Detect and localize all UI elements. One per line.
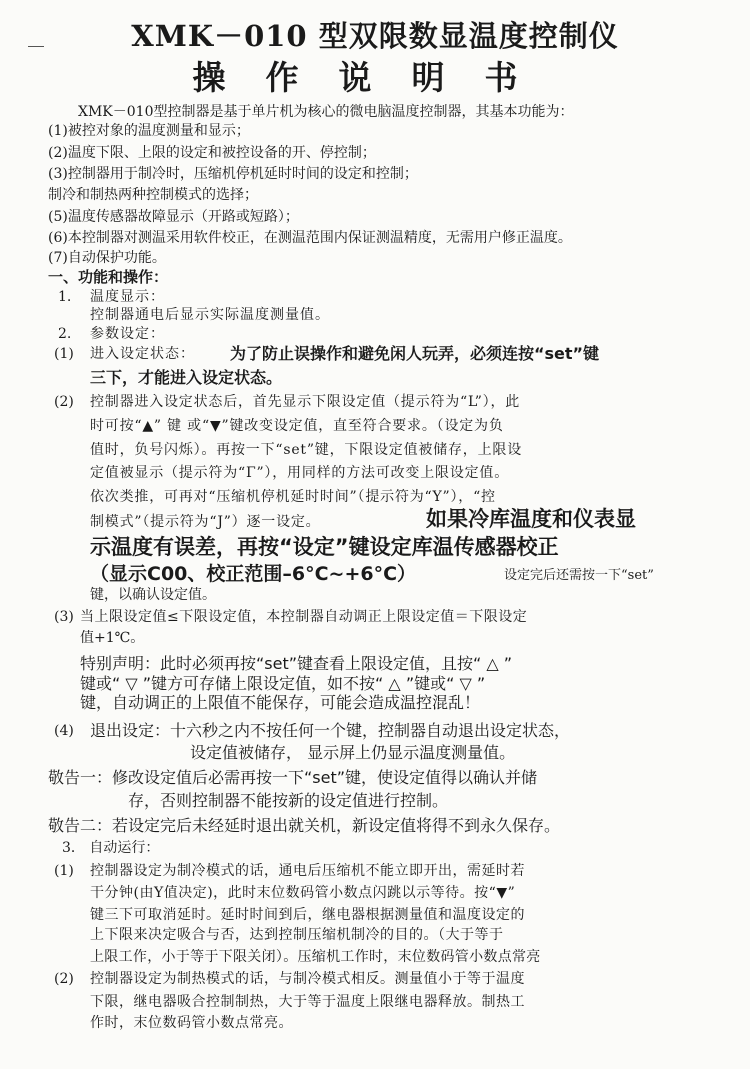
feature-item: (7)自动保护功能。: [48, 250, 166, 266]
para-line: 键，以确认设定值。: [90, 587, 216, 603]
para-line: 控制器进入设定状态后，首先显示下限设定值（提示符为“L”），此: [90, 394, 521, 410]
section-heading: 一、功能和操作：: [48, 268, 169, 286]
notice-line: 键或“ ▽ ”键方可存储上限设定值，如不按“ △ ”键或“ ▽ ”: [80, 674, 486, 693]
para-line: 制模式”（提示符为“J”）逐一设定。: [90, 514, 321, 530]
para-line: 上下限来决定吸合与否，达到控制压缩机制冷的目的。（大于等于: [90, 927, 504, 943]
para-line: 值+1℃。: [80, 630, 145, 646]
para-line: 设定完后还需按一下“set”: [504, 568, 654, 583]
para-line: 定值被显示（提示符为“Γ”），用同样的方法可改变上限设定值。: [90, 465, 510, 481]
para-line: 控制器设定为制冷模式的话，通电后压缩机不能立即开出，需延时若: [90, 863, 525, 879]
feature-item: (1)被控对象的温度测量和显示；: [48, 123, 250, 139]
item-text: 控制器通电后显示实际温度测量值。: [90, 307, 330, 323]
para-line: 控制器设定为制热模式的话，与制冷模式相反。测量值小于等于温度: [90, 971, 525, 987]
para-line: 退出设定：十六秒之内不按任何一个键，控制器自动退出设定状态，: [90, 721, 571, 740]
para-line: 设定值被储存， 显示屏上仍显示温度测量值。: [190, 743, 516, 762]
para-label: 进入设定状态：: [90, 346, 195, 362]
warning-line: 存，否则控制器不能按新的设定值进行控制。: [128, 791, 449, 810]
para-line: 干分钟(由Y值决定)，此时末位数码管小数点闪跳以示等待。按“▼”: [90, 885, 516, 901]
emphasis-text: 三下，才能进入设定状态。: [90, 368, 283, 387]
warning-line: 敬告一：修改设定值后必需再按一下“set”键，使设定值得以确认并储: [48, 768, 538, 787]
emphasis-text: （显示C00、校正范围–6°C~+6°C）: [90, 563, 417, 585]
warning-line: 敬告二：若设定完后未经延时退出就关机，新设定值将得不到永久保存。: [48, 816, 561, 835]
document-subtitle: 操作说明书: [192, 58, 558, 97]
emphasis-text: 示温度有误差，再按“设定”键设定库温传感器校正: [90, 535, 559, 559]
intro-lead: XMK－010型控制器是基于单片机为核心的微电脑温度控制器，其基本功能为：: [78, 104, 574, 120]
item-number: 2.: [58, 326, 72, 342]
feature-item: 制冷和制热两种控制模式的选择；: [48, 187, 258, 203]
para-line: 上限工作，小于等于下限关闭）。压缩机工作时，末位数码管小数点常亮: [90, 949, 541, 965]
para-line: 键三下可取消延时。延时时间到后，继电器根据测量值和温度设定的: [90, 907, 525, 923]
para-number: (1): [54, 863, 74, 879]
para-number: (2): [54, 394, 74, 410]
feature-item: (5)温度传感器故障显示（开路或短路）；: [48, 209, 299, 225]
item-title: 温度显示：: [90, 289, 165, 305]
para-number: (1): [54, 346, 74, 362]
para-line: 当上限设定值≤下限设定值，本控制器自动调正上限设定值＝下限设定: [80, 609, 528, 625]
para-number: (4): [54, 723, 74, 739]
para-number: (2): [54, 971, 74, 987]
para-line: 值时，负号闪烁）。再按一下“set”键，下限设定值被储存，上限设: [90, 442, 523, 458]
para-line: 作时，末位数码管小数点常亮。: [90, 1015, 293, 1031]
feature-item: (6)本控制器对测温采用软件校正，在测温范围内保证测温精度，无需用户修正温度。: [48, 230, 572, 246]
item-title: 参数设定：: [90, 326, 165, 342]
notice-line: 特别声明：此时必须再按“set”键查看上限设定值，且按“ △ ”: [80, 654, 513, 673]
para-line: 时可按“▲” 键 或“▼”键改变设定值，直至符合要求。（设定为负: [90, 418, 504, 434]
feature-item: (3)控制器用于制冷时，压缩机停机延时时间的设定和控制；: [48, 166, 418, 182]
para-number: (3): [54, 609, 74, 625]
notice-line: 键，自动调正的上限值不能保存，可能会造成温控混乱！: [80, 693, 481, 712]
para-line: 下限，继电器吸合控制制热，大于等于温度上限继电器释放。制热工: [90, 994, 525, 1010]
item-number: 1.: [58, 289, 72, 305]
section-heading: 3． 自动运行：: [62, 840, 160, 856]
emphasis-text: 如果冷库温度和仪表显: [426, 507, 636, 531]
emphasis-text: 为了防止误操作和避免闲人玩弄，必须连按“set”键: [230, 344, 600, 363]
feature-item: (2)温度下限、上限的设定和被控设备的开、停控制；: [48, 145, 376, 161]
para-line: 依次类推，可再对“压缩机停机延时时间”（提示符为“Y”），“控: [90, 489, 496, 505]
document-title: XMK－010 型双限数显温度控制仪: [131, 19, 619, 53]
